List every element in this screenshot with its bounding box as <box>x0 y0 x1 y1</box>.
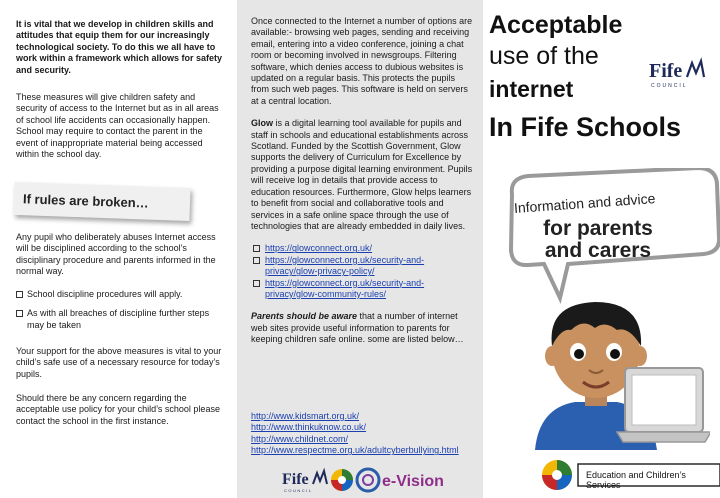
council-logo-text: COUNCIL <box>284 488 313 493</box>
web-link[interactable]: http://www.childnet.com/ <box>251 433 349 444</box>
abuse-paragraph: Any pupil who deliberately abuses Internet access will be disciplined according to the school’s disciplinary procedure and parents informed in the normal way. <box>16 232 216 277</box>
laptop-icon <box>617 368 710 442</box>
council-logo-text: COUNCIL <box>651 83 688 89</box>
left-panel <box>0 0 237 498</box>
fife-logo-text: Fife <box>282 471 309 488</box>
fife-logo-icon <box>687 61 704 77</box>
checkbox-bullet-icon <box>253 257 260 264</box>
middle-panel <box>237 0 483 498</box>
list-item: School discipline procedures will apply. <box>16 289 228 300</box>
glow-link[interactable]: https://glowconnect.org.uk/ <box>265 243 373 254</box>
fife-council-logo <box>649 55 705 91</box>
glow-link[interactable]: https://glowconnect.org.uk/security-and-privacy/glow-community-rules/ <box>265 277 425 299</box>
contact-paragraph: Should there be any concern regarding the acceptable use policy for your child’s school please contact the school in the first instance. <box>16 393 220 426</box>
fife-logo-icon <box>313 471 327 484</box>
boy-with-laptop-illustration <box>525 290 710 450</box>
connection-paragraph: Once connected to the Internet a number of options are available:- browsing web pages, sending and receiving email, entering into a video conference, joining a chat room or becoming involved in newsgroups. Filtering software, which denies access to dubious websites is updated on a regular basis. This protects the pupils from such web pages. This software is held on servers at a central location. <box>251 16 473 106</box>
evision-logo-text: e-Vision <box>382 473 444 490</box>
colour-wheel-icon <box>542 460 572 490</box>
safety-paragraph: These measures will give children safety and security of access to the Internet but as in all areas of school life accidents can occasionally happen. School may require to contact the parent in the event of inappropriate material being accessed within the school day. <box>16 92 219 160</box>
checkbox-bullet-icon <box>253 280 260 287</box>
web-links <box>251 411 473 457</box>
bubble-title: for parents and carers <box>543 217 653 262</box>
fife-logo-text: Fife <box>649 60 683 82</box>
footer-logos <box>282 465 452 495</box>
web-link[interactable]: http://www.kidsmart.org.uk/ <box>251 411 360 421</box>
checkbox-bullet-icon <box>253 245 260 252</box>
title-line-4: In Fife Schools <box>489 112 682 142</box>
list-item <box>251 278 473 301</box>
list-item <box>251 255 473 278</box>
rules-broken-banner <box>13 182 190 221</box>
glow-paragraph: Glow is a digital learning tool available for pupils and staff in schools and educational establishments across Scotland. Funded by the Scottish Government, Glow supports the delivery of Curriculum for Excellence by providing a purpose digital learning environment. Pupils will receive log in details that provide access to education resources. Furthermore, Glow helps learners to benefit from social and collaborative tools and services in a safe online space through the use of technologies that are already embedded in daily lives. <box>251 118 473 231</box>
ecs-label: Education and Children’s Services <box>586 470 686 490</box>
title-line-3: internet <box>489 76 574 102</box>
discipline-list <box>16 289 228 339</box>
web-link[interactable]: http://www.respectme.org.uk/adultcyberbullying.html <box>251 445 459 456</box>
glow-link[interactable]: https://glowconnect.org.uk/security-and-privacy/glow-privacy-policy/ <box>265 254 425 277</box>
knot-logo-icon <box>357 469 379 491</box>
title-line-2: use of the <box>489 42 599 70</box>
parents-paragraph: Parents should be aware that a number of internet web sites provide useful information to parents for keeping children safe online. some are listed below… <box>251 311 464 345</box>
list-item <box>251 243 473 254</box>
list-item: As with all breaches of discipline further steps may be taken <box>16 308 228 331</box>
checkbox-bullet-icon <box>16 291 23 298</box>
checkbox-bullet-icon <box>16 310 23 317</box>
support-paragraph: Your support for the above measures is vital to your child’s safe use of a necessary resource for today’s pupils. <box>16 346 222 379</box>
web-link[interactable]: http://www.thinkuknow.co.uk/ <box>251 422 367 433</box>
bubble-subtitle: Information and advice <box>513 190 656 216</box>
title-line-1: Acceptable <box>489 11 623 39</box>
intro-paragraph: It is vital that we develop in children skills and attitudes that equip them for our increasingly technological society. To do this we all have to work within a framework which allows for safety and security. <box>16 19 223 75</box>
rules-broken-heading: If rules are broken… <box>22 191 149 211</box>
glow-links <box>251 243 473 300</box>
colour-wheel-icon <box>331 469 353 491</box>
